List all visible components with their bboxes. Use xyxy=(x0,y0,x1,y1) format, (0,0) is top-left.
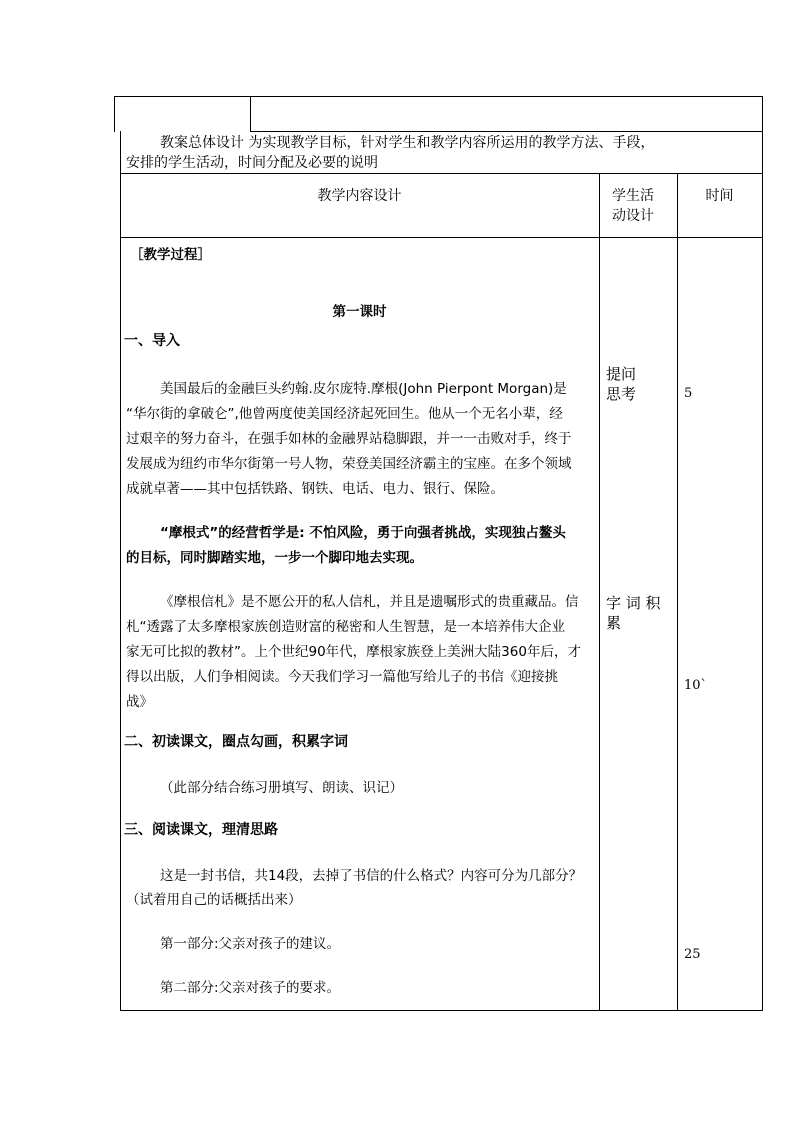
activity-1-line-1: 提问 xyxy=(606,365,637,383)
paragraph-1-line-1: 美国最后的金融巨头约翰.皮尔庞特.摩根(John Pierpont Morgan)是 xyxy=(160,381,567,397)
paragraph-4-line-2: （试着用自己的话概括出来） xyxy=(126,892,302,908)
paragraph-3-line-3: 家无可比拟的教材”。上个世纪90年代，摩根家族登上美洲大陆360年后，才 xyxy=(126,644,581,660)
section-2-note: （此部分结合练习册填写、朗读、识记） xyxy=(160,780,403,796)
top-left-vline xyxy=(114,96,115,132)
activity-2-line-2: 累 xyxy=(606,614,622,632)
header-bottom-line xyxy=(120,237,763,238)
paragraph-1-line-4: 发展成为纽约市华尔街第一号人物，荣登美国经济霸主的宝座。在多个领域 xyxy=(126,456,572,472)
col-activity-vline xyxy=(599,173,600,1011)
col-time-vline xyxy=(677,173,678,1011)
paragraph-1-line-2: “华尔街的拿破仑”,他曾两度使美国经济起死回生。他从一个无名小辈，经 xyxy=(126,406,563,422)
paragraph-1-line-3: 过艰辛的努力奋斗，在强手如林的金融界站稳脚跟，并一一击败对手，终于 xyxy=(126,431,572,447)
intro-bottom-line xyxy=(120,173,763,174)
teaching-process-heading: ［教学过程］ xyxy=(130,247,211,263)
header-student-activity-line2: 动设计 xyxy=(612,208,654,224)
header-content-design: 教学内容设计 xyxy=(317,188,402,204)
activity-2-line-1: 字 词 积 xyxy=(606,594,661,612)
main-right-vline xyxy=(762,131,763,1011)
part-1-summary: 第一部分:父亲对孩子的建议。 xyxy=(160,936,341,952)
paragraph-4-line-1: 这是一封书信，共14段，去掉了书信的什么格式？内容可分为几部分？ xyxy=(160,868,583,884)
header-student-activity-line1: 学生活 xyxy=(612,188,654,204)
main-left-vline xyxy=(120,131,121,1011)
paragraph-2-line-2: 的目标，同时脚踏实地，一步一个脚印地去实现。 xyxy=(126,550,423,566)
top-right-vline xyxy=(762,96,763,132)
time-1: 5 xyxy=(684,386,693,401)
paragraph-1-line-5: 成就卓著——其中包括铁路、钢铁、电话、电力、银行、保险。 xyxy=(126,481,504,497)
intro-line-1: 教案总体设计 为实现教学目标，针对学生和教学内容所运用的教学方法、手段， xyxy=(160,135,655,151)
paragraph-2-line-1: “摩根式”的经营哲学是: 不怕风险，勇于向强者挑战，实现独占鳌头 xyxy=(160,525,566,541)
paragraph-3-line-5: 战》 xyxy=(126,694,153,710)
lesson-title: 第一课时 xyxy=(332,304,387,320)
table-bottom-line xyxy=(120,1010,763,1011)
top-mid-vline xyxy=(250,96,251,132)
section-1-heading: 一、导入 xyxy=(124,333,180,349)
time-2: 10` xyxy=(684,678,708,693)
paragraph-3-line-4: 得以出版，人们争相阅读。今天我们学习一篇他写给儿子的书信《迎接挑 xyxy=(126,669,558,685)
section-3-heading: 三、阅读课文，理清思路 xyxy=(124,822,278,838)
section-2-heading: 二、初读课文，圈点勾画，积累字词 xyxy=(124,734,348,750)
activity-1-line-2: 思考 xyxy=(606,385,637,403)
top-mid-bottom-line xyxy=(250,131,763,132)
intro-line-2: 安排的学生活动，时间分配及必要的说明 xyxy=(126,155,378,171)
header-time: 时间 xyxy=(705,188,734,204)
paragraph-3-line-1: 《摩根信札》是不愿公开的私人信札，并且是遗嘱形式的贵重藏品。信 xyxy=(160,594,579,610)
time-3: 25 xyxy=(684,947,701,962)
paragraph-3-line-2: 札“透露了太多摩根家族创造财富的秘密和人生智慧，是一本培养伟大企业 xyxy=(126,619,565,635)
top-row-line xyxy=(114,96,763,97)
part-2-summary: 第二部分:父亲对孩子的要求。 xyxy=(160,980,341,996)
